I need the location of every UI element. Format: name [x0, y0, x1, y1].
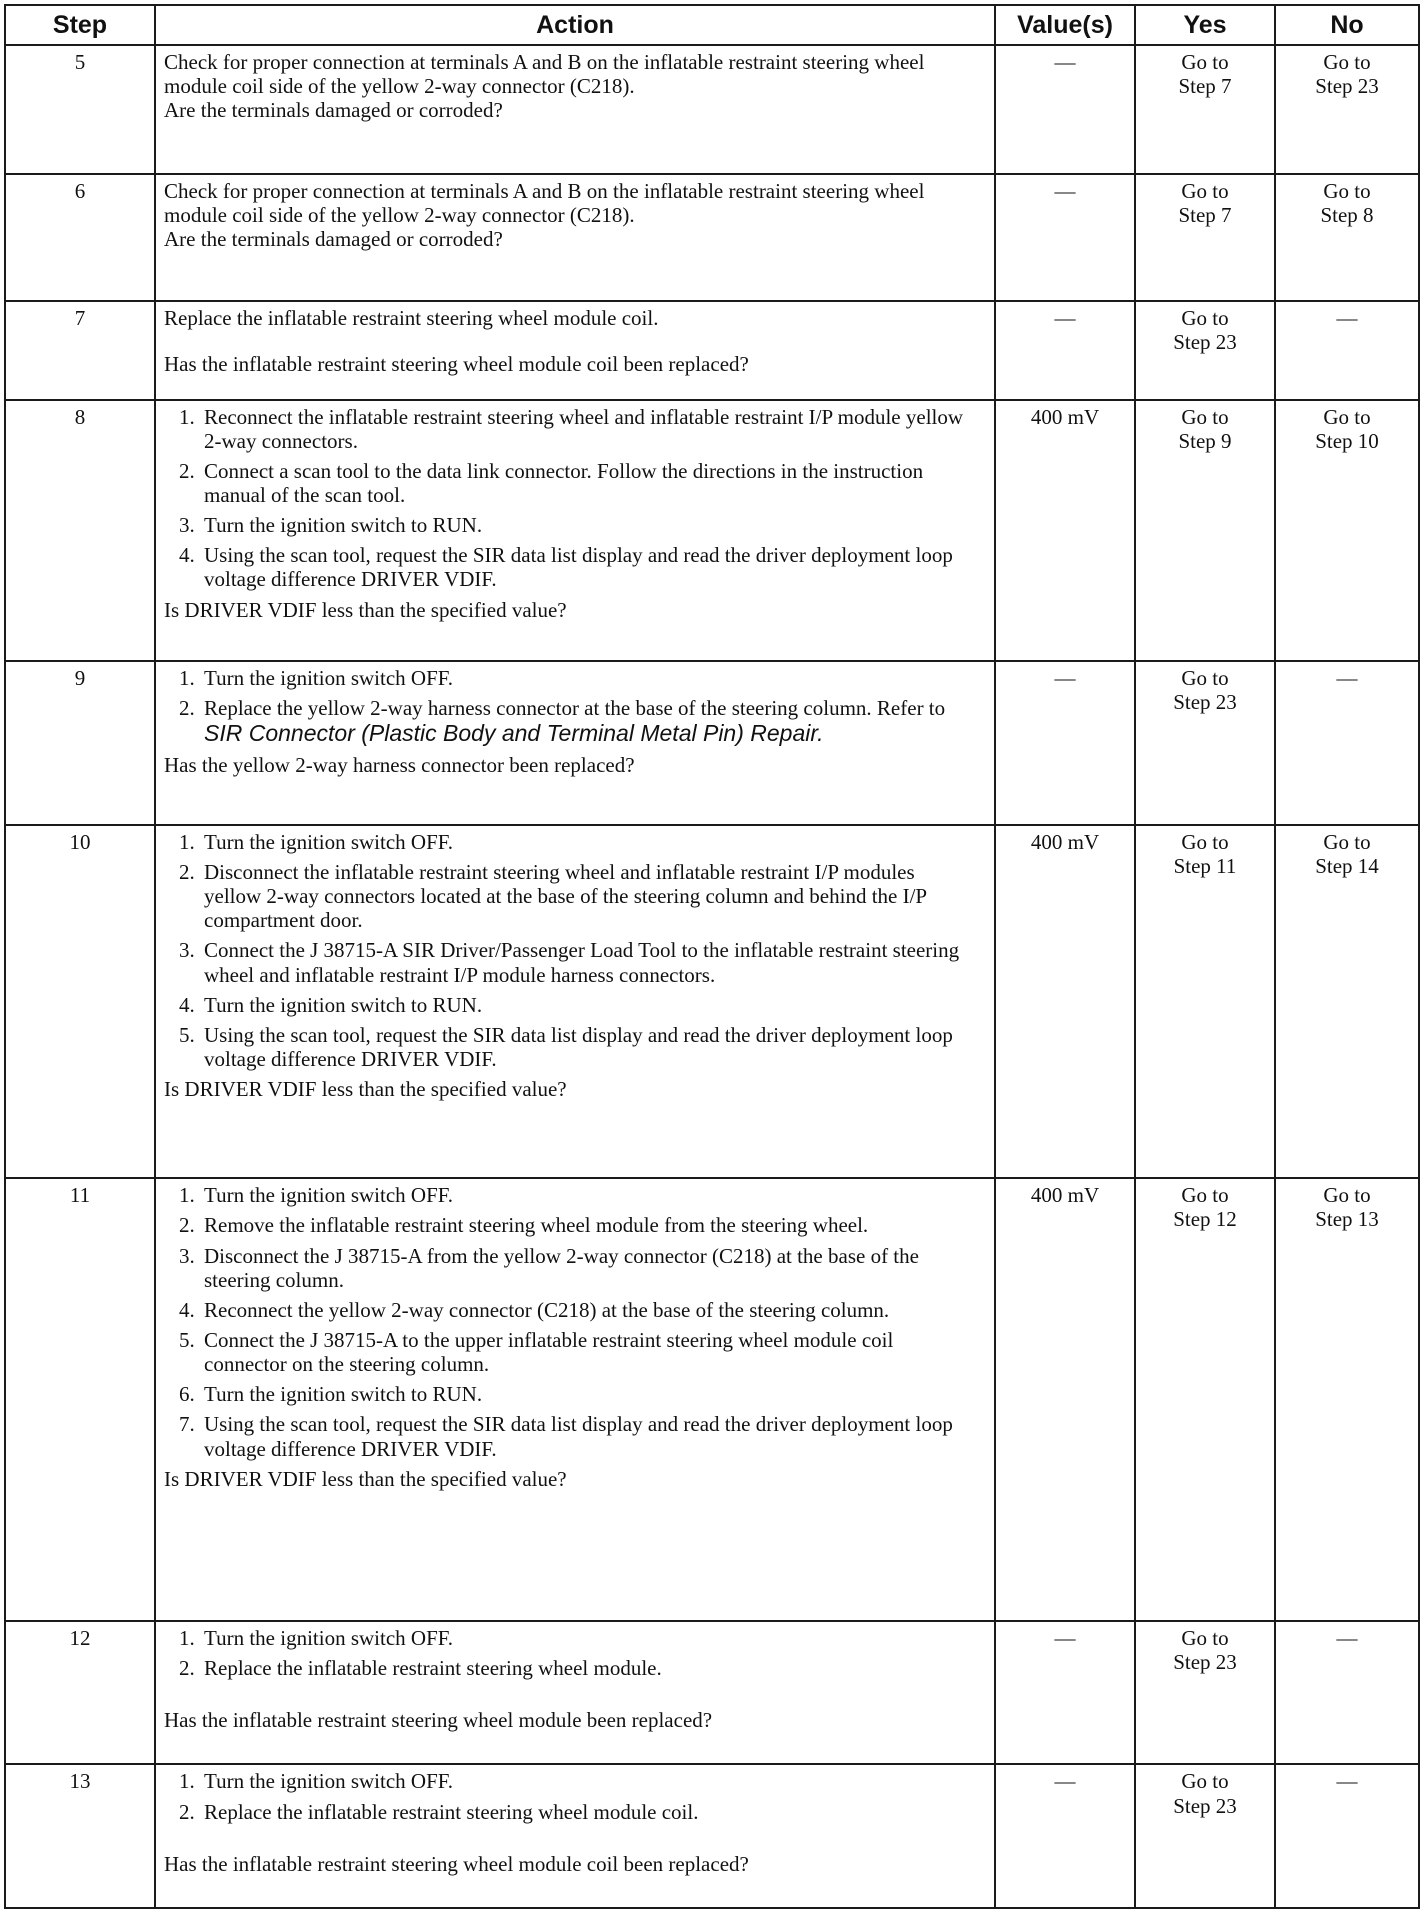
value-cell: — — [995, 301, 1135, 399]
action-cell — [155, 661, 995, 825]
list-item: 2. Connect a scan tool to the data link connector. Follow the directions in the instruction manual of the scan tool. — [200, 459, 974, 507]
step-number: 8 — [5, 400, 155, 661]
list-item: 3. Turn the ignition switch to RUN. — [200, 513, 974, 537]
action-text: Check for proper connection at terminals A and B on the inflatable restraint steering wheel module coil side of the yellow 2-way connector (C218). — [164, 50, 925, 99]
action-cell — [155, 1178, 995, 1621]
value-cell: — — [995, 45, 1135, 174]
value-cell: — — [995, 174, 1135, 301]
list-item: 3. Disconnect the J 38715-A from the yellow 2-way connector (C218) at the base of the steering column. — [200, 1244, 974, 1292]
action-text: Check for proper connection at terminals A and B on the inflatable restraint steering wheel module coil side of the yellow 2-way connector (C218). — [164, 179, 925, 228]
list-item: 2. Remove the inflatable restraint steering wheel module from the steering wheel. — [200, 1213, 974, 1237]
question-text: Has the inflatable restraint steering wheel module been replaced? — [164, 1708, 713, 1733]
table-row-step-7 — [5, 301, 1419, 399]
yes-cell: Go to Step 11 — [1135, 825, 1275, 1179]
value-cell: — — [995, 1621, 1135, 1764]
question-text: Are the terminals damaged or corroded? — [164, 227, 503, 252]
list-item: 3. Connect the J 38715-A SIR Driver/Passenger Load Tool to the inflatable restraint steering wheel and inflatable restraint I/P module harness connectors. — [200, 938, 974, 986]
list-item — [200, 696, 974, 747]
value-cell: 400 mV — [995, 400, 1135, 661]
value-cell: 400 mV — [995, 1178, 1135, 1621]
yes-cell: Go to Step 23 — [1135, 1621, 1275, 1764]
action-cell — [155, 301, 995, 399]
yes-cell: Go to Step 23 — [1135, 1764, 1275, 1908]
list-item: 1. Turn the ignition switch OFF. — [200, 1626, 974, 1650]
action-cell — [155, 174, 995, 301]
action-cell — [155, 825, 995, 1179]
table-row-step-6 — [5, 174, 1419, 301]
yes-cell: Go to Step 23 — [1135, 301, 1275, 399]
step-list — [164, 666, 984, 747]
no-cell: Go to Step 10 — [1275, 400, 1419, 661]
no-cell: — — [1275, 661, 1419, 825]
question-text: Are the terminals damaged or corroded? — [164, 98, 503, 123]
list-item: 1. Reconnect the inflatable restraint steering wheel and inflatable restraint I/P module yellow 2-way connectors. — [200, 405, 974, 453]
diagnostic-table — [4, 4, 1420, 1909]
action-text: Replace the inflatable restraint steering wheel module coil. — [164, 306, 659, 331]
yes-cell: Go to Step 9 — [1135, 400, 1275, 661]
no-cell: Go to Step 23 — [1275, 45, 1419, 174]
header-row — [5, 5, 1419, 45]
value-cell: 400 mV — [995, 825, 1135, 1179]
list-item: 1. Turn the ignition switch OFF. — [200, 666, 974, 690]
header-action: Action — [155, 5, 995, 45]
header-no: No — [1275, 5, 1419, 45]
list-item: 4. Reconnect the yellow 2-way connector (C218) at the base of the steering column. — [200, 1298, 974, 1322]
no-cell: Go to Step 13 — [1275, 1178, 1419, 1621]
step-list — [164, 1626, 984, 1680]
yes-cell: Go to Step 12 — [1135, 1178, 1275, 1621]
question-text: Is DRIVER VDIF less than the specified value? — [164, 1466, 567, 1491]
value-cell: — — [995, 1764, 1135, 1908]
step-list — [164, 405, 984, 592]
repair-reference-link[interactable]: SIR Connector (Plastic Body and Terminal Metal Pin) Repair. — [204, 720, 824, 747]
action-cell — [155, 400, 995, 661]
list-item: 6. Turn the ignition switch to RUN. — [200, 1382, 974, 1406]
table-row-step-11 — [5, 1178, 1419, 1621]
list-item: 1. Turn the ignition switch OFF. — [200, 1769, 974, 1793]
step-number: 12 — [5, 1621, 155, 1764]
value-cell: — — [995, 661, 1135, 825]
step-number: 11 — [5, 1178, 155, 1621]
table-row-step-9 — [5, 661, 1419, 825]
list-item: 4. Using the scan tool, request the SIR data list display and read the driver deployment loop voltage difference DRIVER VDIF. — [200, 543, 974, 591]
step-list — [164, 830, 984, 1071]
table-row-step-12 — [5, 1621, 1419, 1764]
list-item: 2. Replace the inflatable restraint steering wheel module coil. — [200, 1800, 974, 1824]
question-text: Is DRIVER VDIF less than the specified value? — [164, 1077, 567, 1102]
step-number: 13 — [5, 1764, 155, 1908]
step-list — [164, 1183, 984, 1460]
no-cell: — — [1275, 1621, 1419, 1764]
question-text: Is DRIVER VDIF less than the specified value? — [164, 597, 567, 622]
list-item: 2. Replace the inflatable restraint steering wheel module. — [200, 1656, 974, 1680]
action-cell — [155, 45, 995, 174]
step-number: 7 — [5, 301, 155, 399]
table-row-step-10 — [5, 825, 1419, 1179]
yes-cell: Go to Step 7 — [1135, 174, 1275, 301]
step-number: 5 — [5, 45, 155, 174]
table-row-step-13 — [5, 1764, 1419, 1908]
header-step: Step — [5, 5, 155, 45]
list-item: 2. Disconnect the inflatable restraint steering wheel and inflatable restraint I/P modules yellow 2-way connectors located at the base of the steering column and behind the I/P compartment door. — [200, 860, 974, 932]
yes-cell: Go to Step 7 — [1135, 45, 1275, 174]
question-text: Has the inflatable restraint steering wheel module coil been replaced? — [164, 1851, 749, 1876]
list-item: 5. Using the scan tool, request the SIR data list display and read the driver deployment loop voltage difference DRIVER VDIF. — [200, 1023, 974, 1071]
list-item: 1. Turn the ignition switch OFF. — [200, 1183, 974, 1207]
diagnostic-table-page — [4, 4, 1418, 1909]
no-cell: — — [1275, 301, 1419, 399]
no-cell: — — [1275, 1764, 1419, 1908]
action-cell — [155, 1764, 995, 1908]
list-item: 7. Using the scan tool, request the SIR data list display and read the driver deployment loop voltage difference DRIVER VDIF. — [200, 1412, 974, 1460]
action-cell — [155, 1621, 995, 1764]
step-number: 6 — [5, 174, 155, 301]
list-item-text: Replace the yellow 2-way harness connector at the base of the steering column. Refer to — [204, 695, 946, 720]
list-item: 1. Turn the ignition switch OFF. — [200, 830, 974, 854]
table-row-step-8 — [5, 400, 1419, 661]
list-item: 4. Turn the ignition switch to RUN. — [200, 993, 974, 1017]
header-values: Value(s) — [995, 5, 1135, 45]
step-list — [164, 1769, 984, 1823]
no-cell: Go to Step 8 — [1275, 174, 1419, 301]
question-text: Has the yellow 2-way harness connector been replaced? — [164, 752, 635, 777]
step-number: 9 — [5, 661, 155, 825]
step-number: 10 — [5, 825, 155, 1179]
no-cell: Go to Step 14 — [1275, 825, 1419, 1179]
header-yes: Yes — [1135, 5, 1275, 45]
list-item: 5. Connect the J 38715-A to the upper inflatable restraint steering wheel module coil connector on the steering column. — [200, 1328, 974, 1376]
question-text: Has the inflatable restraint steering wheel module coil been replaced? — [164, 352, 749, 377]
table-row-step-5 — [5, 45, 1419, 174]
yes-cell: Go to Step 23 — [1135, 661, 1275, 825]
